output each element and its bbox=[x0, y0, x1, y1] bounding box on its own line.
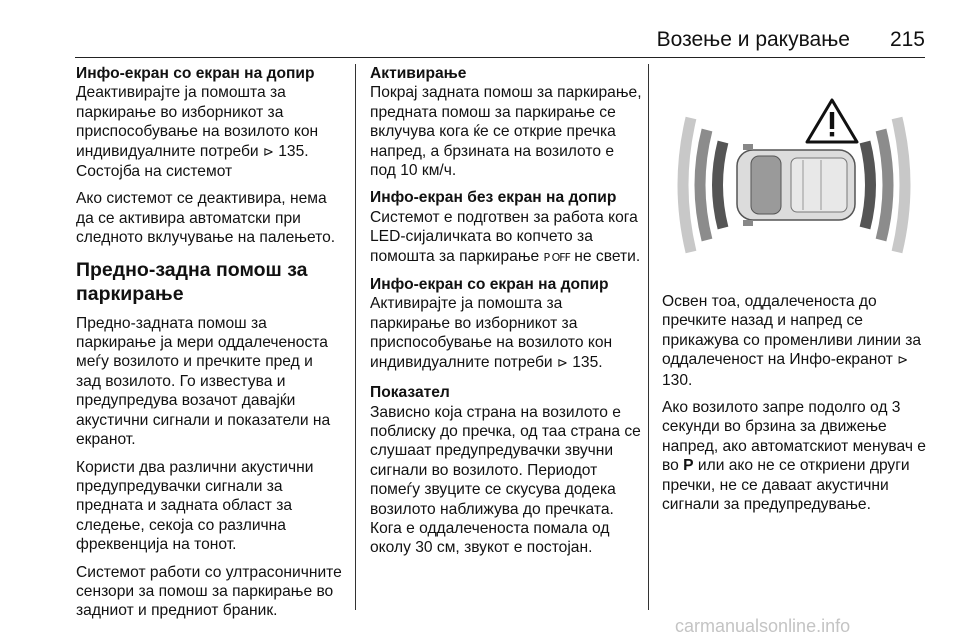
heading-indicator: Показател bbox=[370, 384, 450, 402]
paragraph-status: Ако системот се деактивира, нема да се активира автоматски при следното вклучување на палењето. bbox=[76, 190, 336, 247]
page-ref[interactable]: 130. bbox=[662, 371, 693, 389]
watermark: carmanualsonline.info bbox=[675, 616, 851, 636]
page-number: 215 bbox=[889, 28, 925, 51]
heading-touch: Инфо-екран со екран на допир bbox=[370, 276, 609, 294]
column-divider-right bbox=[648, 64, 649, 610]
parking-sensor-illustration bbox=[663, 90, 925, 280]
paragraph-intro: Предно-задната помош за паркирање ја мери оддалеченоста меѓу возилото и пречките пред и зад возилото. Го известува и предупредува возачот давајќи акустични сигнали и показатели на екранот. bbox=[76, 314, 331, 449]
page-ref-arrow-icon: ⊳ bbox=[897, 353, 909, 369]
park-assist-off-icon: P OFF bbox=[543, 250, 570, 264]
paragraph-signals: Користи два различни акустични предупредувачки сигнали за предната и задната област за следење, секоја со различна фреквенција на тонот. bbox=[76, 458, 314, 554]
paragraph-indicator: Зависно која страна на возилото е поблиску до пречка, од таа страна се слушаат предупредувачки звучни сигнали во возилото. Периодот помеѓу звуците се скусува додека возилото наближува до пречката. Кога е оддалеченоста помала од околу 30 см, звукот е постојан. bbox=[370, 403, 641, 557]
page-ref[interactable]: 135. bbox=[572, 353, 603, 371]
rear-arc-middle bbox=[881, 130, 888, 240]
page-ref[interactable]: 135. bbox=[278, 142, 309, 160]
paragraph-led bbox=[370, 208, 642, 267]
column-divider-left bbox=[355, 64, 356, 610]
warning-triangle-icon bbox=[807, 100, 857, 142]
paragraph-sensors: Системот работи со ултрасоничните сензори за помош за паркирање во задниот и предниот браник. bbox=[76, 563, 342, 620]
paragraph-deactivate-text: Деактивирајте ја помошта за паркирање во изборникот за приспособување на возилото кон индивидуалните потреби bbox=[76, 84, 319, 160]
rear-arc-outer bbox=[897, 118, 905, 252]
car-top-view bbox=[737, 144, 855, 226]
paragraph-stop bbox=[662, 398, 928, 514]
heading-system-status: Состојба на системот bbox=[76, 163, 233, 181]
column-1 bbox=[76, 64, 342, 629]
paragraph-stop-text-end: или ако не се откриени други пречки, не се даваат акустични сигнали за предупредување. bbox=[662, 457, 910, 514]
front-sensor-arcs bbox=[683, 118, 723, 252]
paragraph-activate-menu-text: Активирајте ја помошта за паркирање во изборникот за приспособување на возилото кон индивидуалните потреби bbox=[370, 295, 613, 371]
paragraph-activate-menu bbox=[370, 294, 642, 373]
paragraph-distance-lines-text: Освен тоа, оддалеченоста до пречките назад и напред се прикажува со променливи линии за оддалеченост на Инфо-екранот bbox=[662, 293, 922, 369]
heading-activation: Активирање bbox=[370, 65, 467, 82]
paragraph-activation: Покрај задната помош за паркирање, предната помош за паркирање се вклучува кога ќе се открие пречка напред, а брзината на возилото е под 10 км/ч. bbox=[370, 84, 642, 180]
front-arc-middle bbox=[700, 130, 707, 240]
paragraph-deactivate bbox=[76, 83, 342, 162]
column-3 bbox=[662, 292, 928, 522]
front-arc-outer bbox=[683, 118, 691, 252]
column-2 bbox=[370, 64, 642, 566]
page-ref-arrow-icon: ⊳ bbox=[262, 144, 274, 160]
gear-p-label: P bbox=[683, 457, 694, 475]
heading-no-touch: Инфо-екран без екран на допир bbox=[370, 189, 617, 207]
paragraph-distance-lines bbox=[662, 292, 928, 390]
section-title: Предно-задна помош за паркирање bbox=[76, 258, 308, 305]
header-title: Возење и ракување bbox=[656, 28, 850, 51]
rear-arc-inner bbox=[865, 142, 871, 228]
page-header bbox=[75, 28, 925, 54]
paragraph-led-text-end: не свети. bbox=[574, 247, 641, 265]
front-arc-inner bbox=[718, 142, 724, 228]
header-rule bbox=[75, 57, 925, 58]
rear-sensor-arcs bbox=[865, 118, 905, 252]
paragraph-stop-text: Ако возилото запре подолго од 3 секунди во брзина за движење напред, ако автоматскиот менувач е во bbox=[662, 399, 926, 475]
page-ref-arrow-icon: ⊳ bbox=[556, 355, 568, 371]
heading-touch-screen: Инфо-екран со екран на допир bbox=[76, 65, 315, 82]
paragraph-led-text: Системот е подготвен за работа кога LED-сијаличката во копчето за помошта за паркирање bbox=[370, 208, 638, 265]
